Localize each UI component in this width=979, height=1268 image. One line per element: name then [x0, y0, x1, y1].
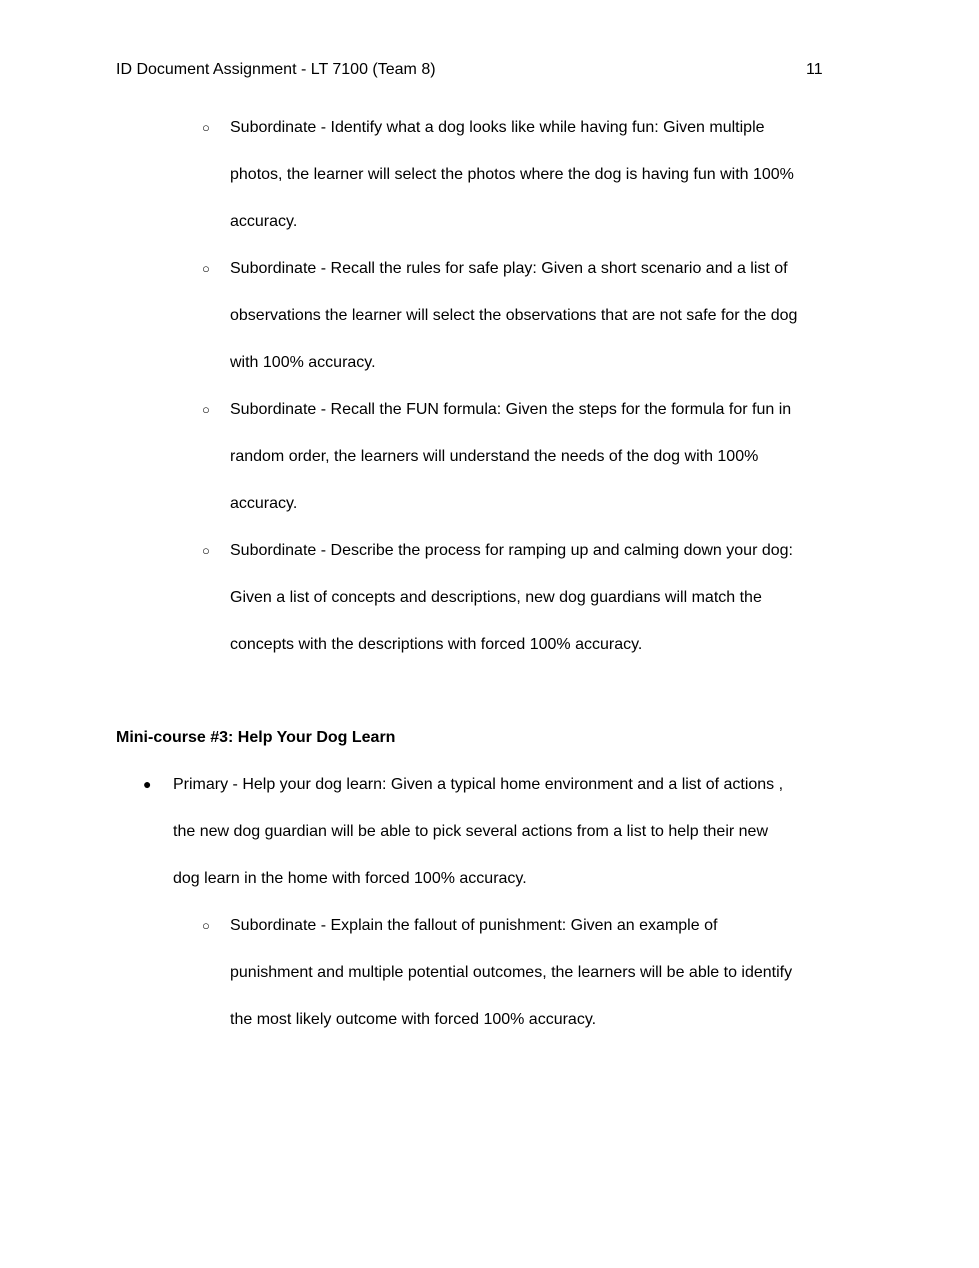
hollow-bullet-icon: ○: [202, 918, 210, 933]
hollow-bullet-icon: ○: [202, 543, 210, 558]
objective-line: accuracy.: [230, 213, 298, 230]
section-subordinate-list: [0, 902, 979, 1043]
objective-line: photos, the learner will select the photos where the dog is having fun with 100%: [230, 166, 794, 183]
objective-line: Subordinate - Recall the FUN formula: Given the steps for the formula for fun in: [230, 401, 792, 418]
list-item: [0, 902, 870, 1043]
objective-line: dog learn in the home with forced 100% accuracy.: [173, 870, 527, 887]
hollow-bullet-icon: ○: [202, 120, 210, 135]
list-item: [0, 104, 870, 245]
page-number: 11: [806, 61, 823, 78]
subordinate-objectives-list: [0, 104, 979, 668]
objective-line: Subordinate - Explain the fallout of punishment: Given an example of: [230, 917, 718, 934]
objective-line: accuracy.: [230, 495, 298, 512]
primary-objective-text: [173, 761, 863, 902]
objective-line: Subordinate - Identify what a dog looks like while having fun: Given multiple: [230, 119, 765, 136]
objective-line: random order, the learners will understand the needs of the dog with 100%: [230, 448, 759, 465]
objective-line: punishment and multiple potential outcomes, the learners will be able to identify: [230, 964, 793, 981]
objective-line: observations the learner will select the observations that are not safe for the dog: [230, 307, 798, 324]
filled-bullet-icon: ●: [143, 776, 152, 792]
running-header-title: ID Document Assignment - LT 7100 (Team 8): [116, 61, 436, 78]
objective-line: the most likely outcome with forced 100% accuracy.: [230, 1011, 597, 1028]
objective-line: Subordinate - Describe the process for ramping up and calming down your dog:: [230, 542, 793, 559]
list-item: [0, 245, 870, 386]
objective-line: Subordinate - Recall the rules for safe play: Given a short scenario and a list of: [230, 260, 788, 277]
list-item: [0, 527, 870, 668]
objective-line: Primary - Help your dog learn: Given a typical home environment and a list of actions ,: [173, 776, 784, 793]
hollow-bullet-icon: ○: [202, 261, 210, 276]
objective-line: concepts with the descriptions with forced 100% accuracy.: [230, 636, 643, 653]
objective-line: Given a list of concepts and descriptions, new dog guardians will match the: [230, 589, 762, 606]
objective-line: the new dog guardian will be able to pick several actions from a list to help their new: [173, 823, 768, 840]
objective-line: with 100% accuracy.: [230, 354, 376, 371]
section-heading: Mini-course #3: Help Your Dog Learn: [116, 729, 396, 746]
hollow-bullet-icon: ○: [202, 402, 210, 417]
list-item: [0, 386, 870, 527]
